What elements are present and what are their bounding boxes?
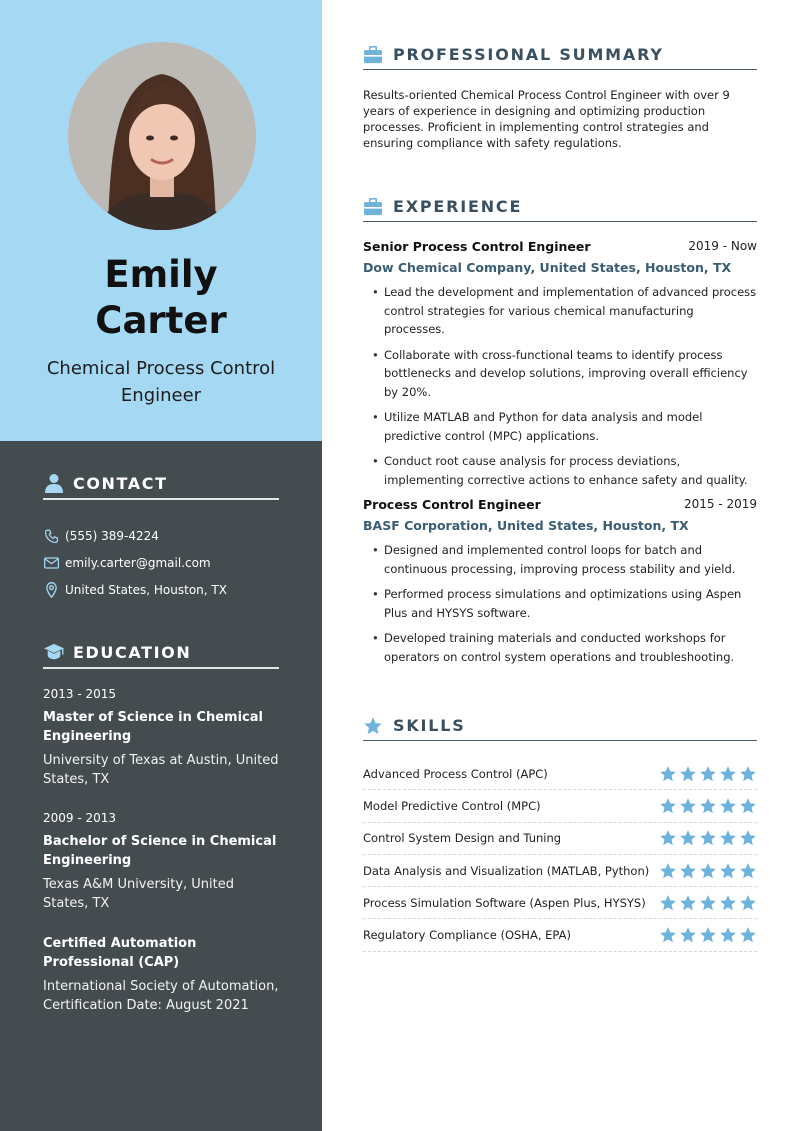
job-bullet: • Conduct root cause analysis for process deviations, implementing corrective actions to enhance safety and quality. [363, 452, 757, 489]
rating-star-icon [659, 765, 677, 783]
rating-star-icon [719, 894, 737, 912]
education-school: University of Texas at Austin, United States, TX [43, 753, 279, 787]
skill-name: Process Simulation Software (Aspen Plus, HYSYS) [363, 895, 646, 910]
job-bullet: • Performed process simulations and optimizations using Aspen Plus and HYSYS software. [363, 585, 757, 622]
skill-row [363, 887, 757, 919]
rating-star-icon [659, 862, 677, 880]
education-item [43, 809, 283, 913]
rating-star-icon [679, 797, 697, 815]
skill-rating [659, 894, 757, 912]
certification-name: Certified Automation Professional (CAP) [43, 936, 197, 970]
skills-heading [363, 711, 757, 741]
rating-star-icon [679, 926, 697, 944]
skill-rating [659, 829, 757, 847]
rating-star-icon [699, 797, 717, 815]
education-item [43, 685, 283, 789]
rating-star-icon [719, 862, 737, 880]
skill-name: Data Analysis and Visualization (MATLAB, Python) [363, 863, 650, 878]
skill-row [363, 919, 757, 951]
profile-header [0, 0, 322, 441]
job-company: BASF Corporation, United States, Houston, TX [363, 518, 689, 533]
profile-title: Chemical Process Control Engineer [46, 358, 276, 406]
summary-heading [363, 40, 757, 70]
rating-star-icon [739, 765, 757, 783]
summary-heading-text: PROFESSIONAL SUMMARY [393, 45, 664, 64]
job-title: Senior Process Control Engineer [363, 239, 591, 254]
rating-star-icon [699, 862, 717, 880]
rating-star-icon [659, 829, 677, 847]
job-title: Process Control Engineer [363, 497, 541, 512]
rating-star-icon [719, 765, 737, 783]
contact-email[interactable] [43, 555, 211, 571]
education-school: Texas A&M University, United States, TX [43, 877, 235, 911]
education-degree: Master of Science in Chemical Engineering [43, 710, 263, 744]
user-icon [43, 472, 65, 494]
job-bullets [363, 283, 757, 489]
briefcase-icon [363, 45, 383, 65]
skill-row [363, 790, 757, 822]
certification-item [43, 934, 283, 1015]
job-entry [363, 497, 757, 673]
contact-phone[interactable] [43, 528, 159, 544]
rating-star-icon [699, 765, 717, 783]
job-bullet: • Utilize MATLAB and Python for data analysis and model predictive control (MPC) applications. [363, 408, 757, 445]
phone-icon [43, 528, 59, 544]
job-bullets [363, 541, 757, 666]
rating-star-icon [659, 926, 677, 944]
star-icon [363, 716, 383, 736]
rating-star-icon [679, 829, 697, 847]
graduation-cap-icon [43, 641, 65, 663]
contact-heading-text: CONTACT [73, 473, 168, 493]
briefcase-icon [363, 197, 383, 217]
education-degree: Bachelor of Science in Chemical Engineering [43, 834, 277, 868]
rating-star-icon [679, 862, 697, 880]
certification-issuer: International Society of Automation, Certification Date: August 2021 [43, 979, 279, 1013]
skill-rating [659, 797, 757, 815]
education-years: 2009 - 2013 [43, 811, 117, 825]
job-bullet: • Designed and implemented control loops for batch and continuous processing, improving process stability and yield. [363, 541, 757, 578]
education-heading-text: EDUCATION [73, 642, 192, 662]
sidebar [0, 0, 322, 1131]
skill-name: Regulatory Compliance (OSHA, EPA) [363, 928, 571, 943]
skill-name: Model Predictive Control (MPC) [363, 798, 541, 813]
email-text: emily.carter@gmail.com [65, 556, 211, 570]
rating-star-icon [679, 894, 697, 912]
location-text: United States, Houston, TX [65, 583, 227, 597]
rating-star-icon [739, 829, 757, 847]
skill-row [363, 758, 757, 790]
rating-star-icon [659, 797, 677, 815]
skill-row [363, 823, 757, 855]
job-years: 2015 - 2019 [683, 497, 757, 511]
first-name: Emily [104, 253, 218, 296]
location-pin-icon [43, 582, 59, 598]
job-company: Dow Chemical Company, United States, Houston, TX [363, 260, 732, 275]
experience-heading-text: EXPERIENCE [393, 197, 523, 216]
job-bullet: • Collaborate with cross-functional teams to identify process bottlenecks and develop solutions, improving overall efficiency by 20%. [363, 346, 757, 402]
profile-name [0, 252, 322, 344]
rating-star-icon [699, 926, 717, 944]
job-entry [363, 239, 757, 496]
job-bullet: • Developed training materials and conducted workshops for operators on control system operations and troubleshooting. [363, 629, 757, 666]
skill-name: Advanced Process Control (APC) [363, 766, 548, 781]
job-bullet: • Lead the development and implementation of advanced process control strategies for various chemical manufacturing processes. [363, 283, 757, 339]
skill-rating [659, 862, 757, 880]
rating-star-icon [719, 797, 737, 815]
skills-heading-text: SKILLS [393, 716, 466, 735]
job-years: 2019 - Now [688, 239, 757, 253]
rating-star-icon [719, 829, 737, 847]
rating-star-icon [699, 894, 717, 912]
profile-photo [68, 42, 256, 230]
skills-list [363, 758, 757, 952]
contact-heading [43, 468, 279, 500]
summary-text: Results-oriented Chemical Process Control Engineer with over 9 years of experience in designing and optimizing production processes. Proficient in implementing control strategies and ensuring compliance with safety regulations. [363, 88, 730, 150]
phone-text: (555) 389-4224 [65, 529, 159, 543]
rating-star-icon [719, 926, 737, 944]
mail-icon [43, 555, 59, 571]
rating-star-icon [679, 765, 697, 783]
rating-star-icon [659, 894, 677, 912]
rating-star-icon [739, 862, 757, 880]
rating-star-icon [739, 926, 757, 944]
last-name: Carter [95, 299, 227, 342]
rating-star-icon [739, 797, 757, 815]
skill-row [363, 855, 757, 887]
experience-heading [363, 192, 757, 222]
rating-star-icon [739, 894, 757, 912]
skill-rating [659, 765, 757, 783]
contact-location [43, 582, 227, 598]
skill-name: Control System Design and Tuning [363, 831, 562, 846]
skill-rating [659, 926, 757, 944]
education-years: 2013 - 2015 [43, 687, 117, 701]
education-heading [43, 637, 279, 669]
rating-star-icon [699, 829, 717, 847]
